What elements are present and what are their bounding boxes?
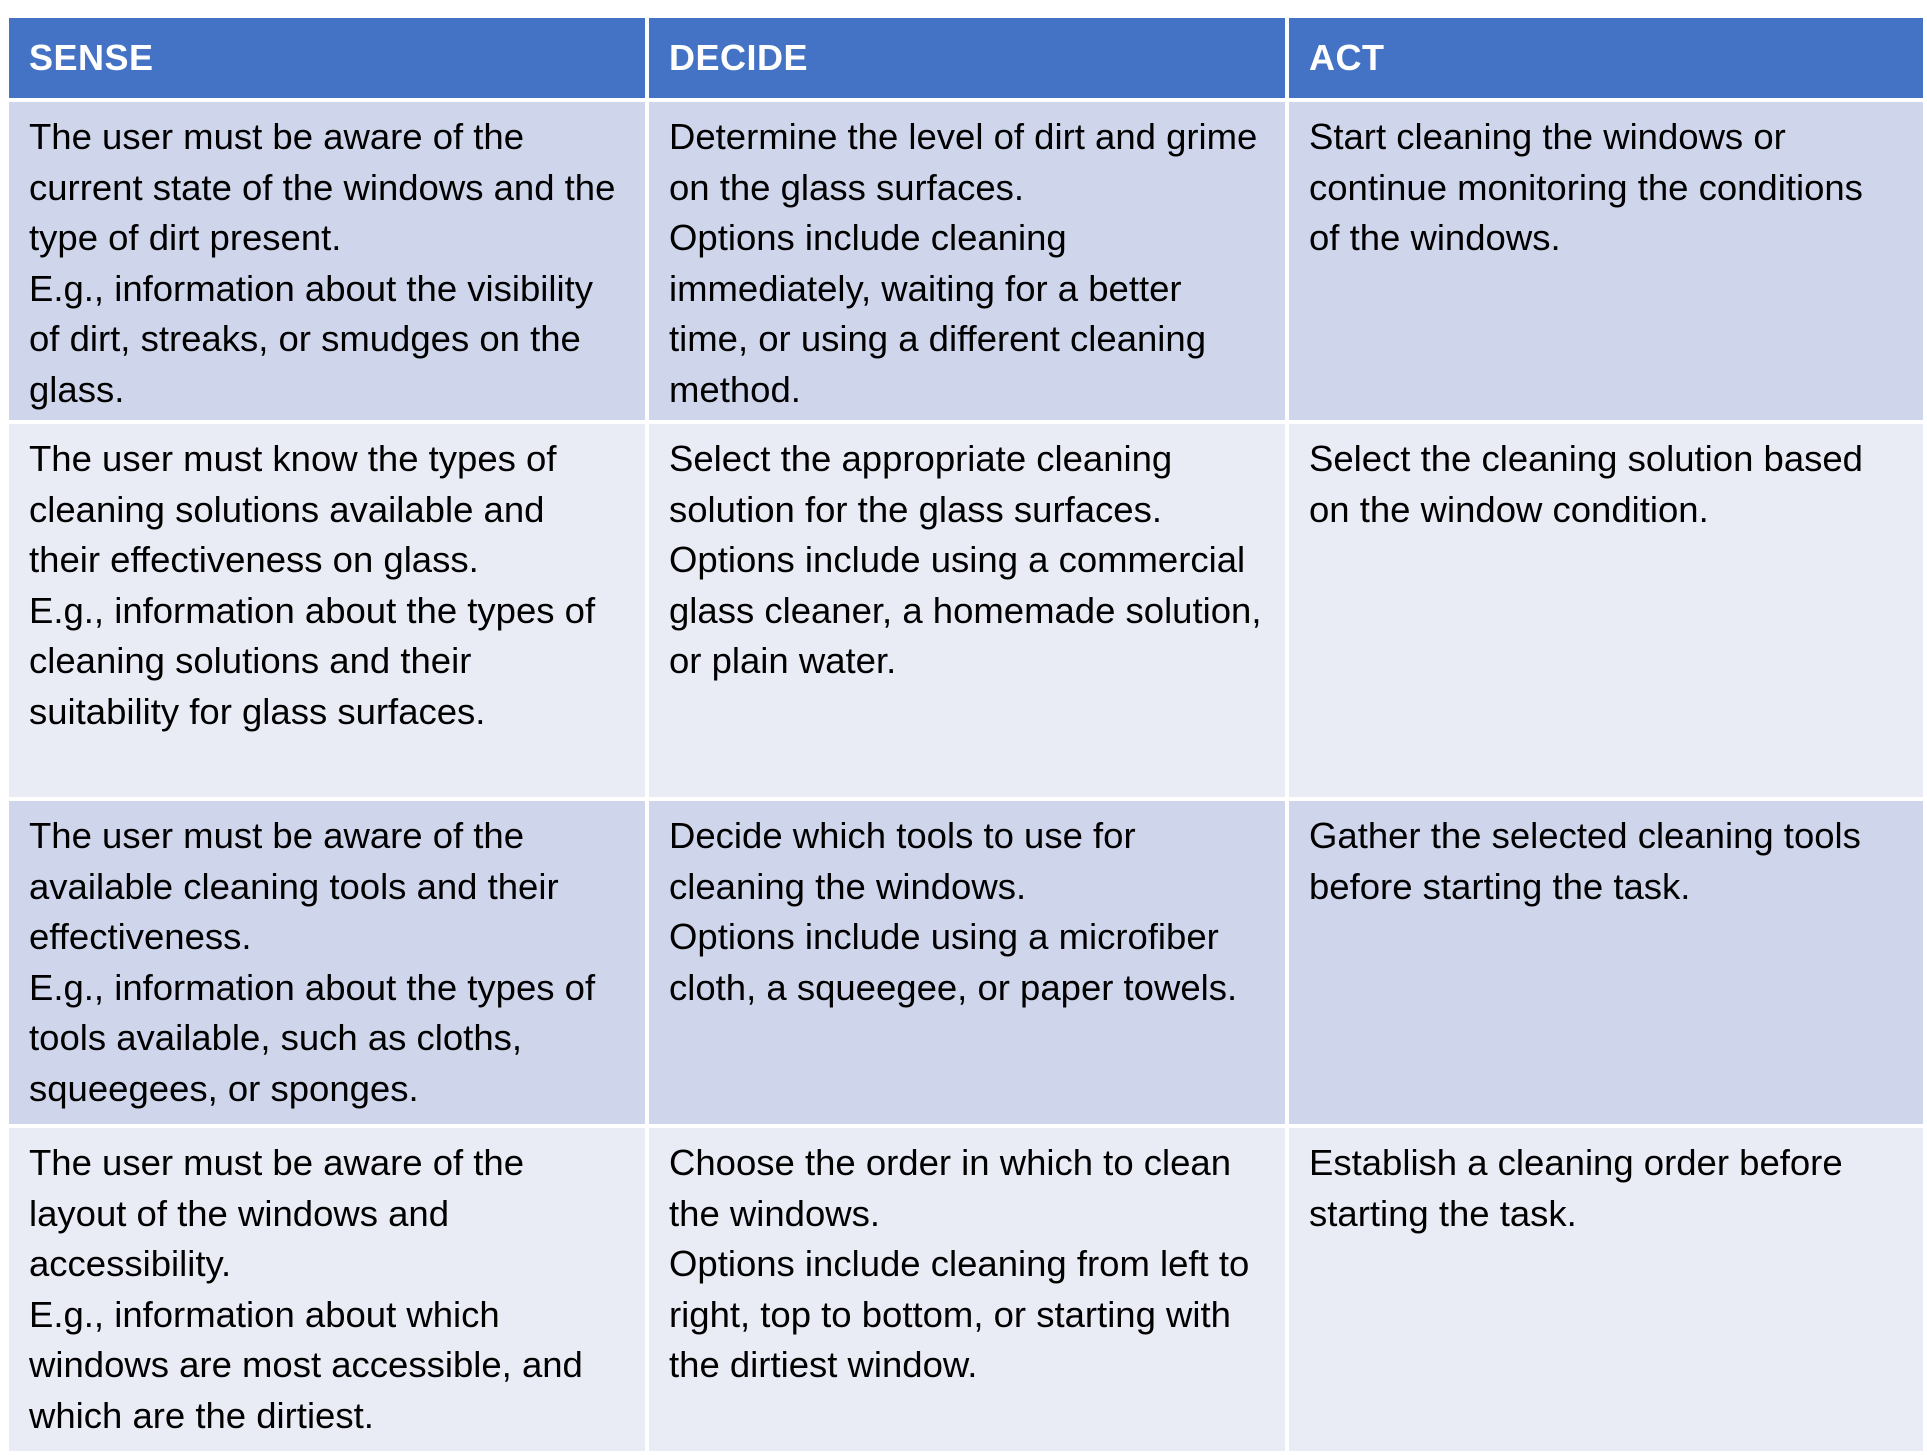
sense-text: The user must be aware of the current state of the windows and the type of dirt present. <box>29 116 616 258</box>
sense-cell <box>7 422 647 799</box>
decide-options: Options include using a commercial glass cleaner, a homemade solution, or plain water. <box>669 539 1262 681</box>
decide-cell <box>647 422 1287 799</box>
decide-cell <box>647 100 1287 422</box>
act-cell <box>1287 100 1925 422</box>
act-text: Establish a cleaning order before starting the task. <box>1309 1142 1843 1234</box>
decide-options: Options include using a microfiber cloth, a squeegee, or paper towels. <box>669 916 1238 1008</box>
sense-text: The user must be aware of the layout of the windows and accessibility. <box>29 1142 525 1284</box>
act-cell <box>1287 799 1925 1126</box>
sense-text: The user must know the types of cleaning solutions available and their effectiveness on glass. <box>29 438 557 580</box>
table-row <box>7 100 1925 422</box>
table-row <box>7 422 1925 799</box>
table-row <box>7 799 1925 1126</box>
sense-example: E.g., information about the visibility of dirt, streaks, or smudges on the glass. <box>29 267 594 410</box>
sense-cell <box>7 1126 647 1453</box>
table-row <box>7 1126 1925 1453</box>
act-text: Select the cleaning solution based on the window condition. <box>1309 438 1863 530</box>
header-row <box>7 16 1925 100</box>
sense-example: E.g., information about the types of cleaning solutions and their suitability for glass surfaces. <box>29 589 596 732</box>
sense-text: The user must be aware of the available cleaning tools and their effectiveness. <box>29 815 559 957</box>
act-cell <box>1287 1126 1925 1453</box>
header-act: ACT <box>1287 16 1925 100</box>
header-sense: SENSE <box>7 16 647 100</box>
header-decide: DECIDE <box>647 16 1287 100</box>
decide-options: Options include cleaning from left to right, top to bottom, or starting with the dirtiest window. <box>669 1243 1250 1385</box>
decide-cell <box>647 799 1287 1126</box>
sense-decide-act-table <box>5 14 1927 1455</box>
act-text: Gather the selected cleaning tools before starting the task. <box>1309 815 1861 907</box>
sense-example: E.g., information about the types of tools available, such as cloths, squeegees, or sponges. <box>29 966 596 1109</box>
decide-text: Select the appropriate cleaning solution for the glass surfaces. <box>669 438 1173 530</box>
decide-options: Options include cleaning immediately, waiting for a better time, or using a different cleaning method. <box>669 217 1207 410</box>
decide-text: Decide which tools to use for cleaning the windows. <box>669 815 1136 907</box>
decide-text: Determine the level of dirt and grime on the glass surfaces. <box>669 116 1258 208</box>
act-cell <box>1287 422 1925 799</box>
decide-text: Choose the order in which to clean the windows. <box>669 1142 1232 1234</box>
sense-cell <box>7 100 647 422</box>
sense-example: E.g., information about which windows are most accessible, and which are the dirtiest. <box>29 1293 583 1436</box>
sense-cell <box>7 799 647 1126</box>
act-text: Start cleaning the windows or continue monitoring the conditions of the windows. <box>1309 116 1863 258</box>
decide-cell <box>647 1126 1287 1453</box>
